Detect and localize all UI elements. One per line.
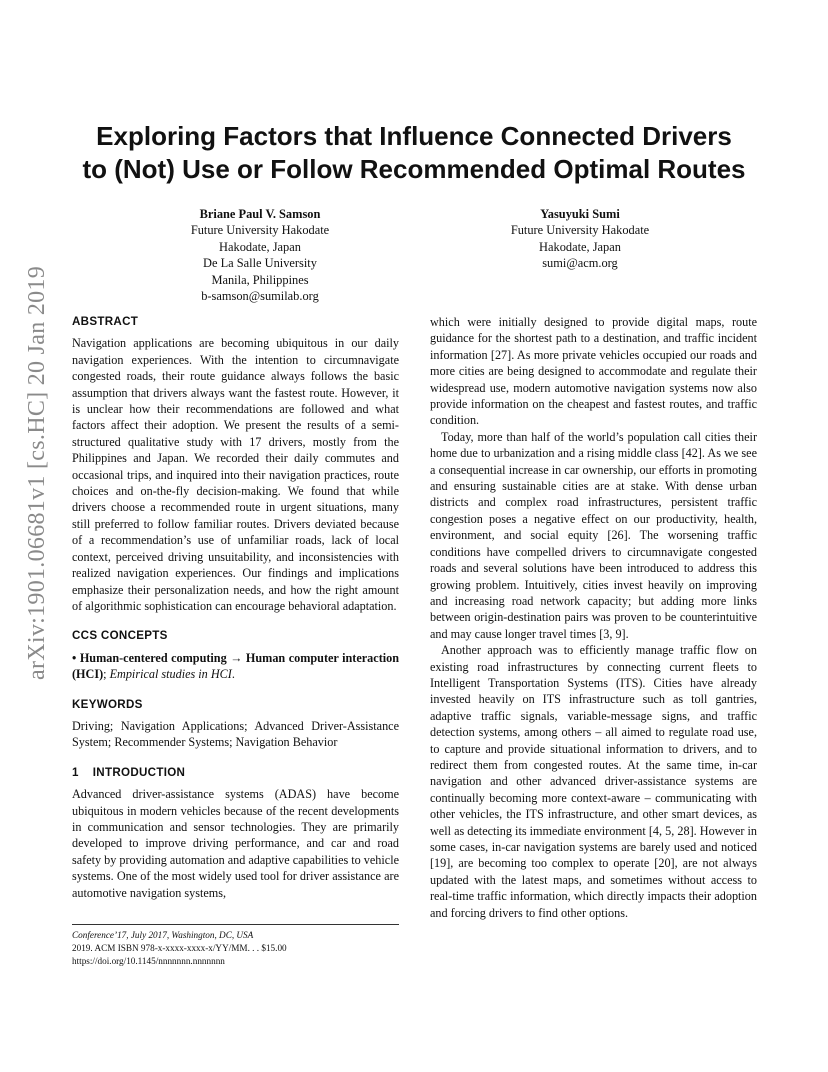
author-block-1 bbox=[140, 206, 380, 304]
paper-title bbox=[60, 120, 768, 186]
ccs-bold-part: Human-centered computing → Human computer interaction (HCI) bbox=[72, 650, 400, 682]
intro-heading bbox=[72, 765, 399, 781]
intro-paragraph-3: Another approach was to efficiently manage traffic flow on existing road infrastructures by connecting current fleets to Intelligent Transportation Systems (ITS). Cities have already invested heavily on ITS infrastructure such as toll gantries, adaptive traffic signals, variable-message signs, and traffic detection systems, among others – all aimed to regulate road use, to capture and provide situational information to drivers, and to redirect them from congested routes. At the same time, in-car navigation and other advanced driver-assistance systems are continually becoming more context-aware – communicating with other vehicles, the ITS infrastructure, and other smart devices, as well as detecting its immediate environment [4, 5, 28]. However in some cases, in-car navigation systems are barely used and noticed [19], are becoming too complex to operate [20], are not always updated with the latest maps, and sometimes without access to real-time traffic information, which directly impacts their adoption and forcing drivers to find other options. bbox=[430, 643, 757, 920]
section-number: 1 bbox=[72, 765, 79, 779]
author-affiliation: Future University Hakodate bbox=[190, 223, 330, 238]
ccs-italic-part: Empirical studies in HCI bbox=[109, 667, 232, 682]
author-email: b-samson@sumilab.org bbox=[201, 289, 319, 304]
abstract-heading: ABSTRACT bbox=[72, 315, 139, 328]
right-column bbox=[430, 314, 757, 921]
author-location: Hakodate, Japan bbox=[219, 239, 301, 254]
left-column bbox=[72, 314, 399, 901]
author-affiliation: De La Salle University bbox=[203, 256, 317, 271]
author-name: Briane Paul V. Samson bbox=[199, 207, 321, 221]
ccs-separator: ; bbox=[103, 667, 110, 682]
ccs-concepts-text bbox=[72, 650, 399, 683]
intro-paragraph-1: Advanced driver-assistance systems (ADAS) have become ubiquitous in modern vehicles because of the recent developments in communication and sensor technologies. They are primarily developed to improve driving performance, and car and road safety by providing automation and adaptive capabilities to vehicle systems. One of the most widely used tool for driver assistance are automotive navigation systems, bbox=[72, 787, 399, 900]
footnote-isbn: 2019. ACM ISBN 978-x-xxxx-xxxx-x/YY/MM. . . $15.00 bbox=[72, 943, 287, 953]
arxiv-stamp-text: arXiv:1901.06681v1 [cs.HC] 20 Jan 2019 bbox=[24, 265, 50, 680]
author-name: Yasuyuki Sumi bbox=[540, 207, 620, 221]
arxiv-stamp bbox=[14, 265, 58, 680]
author-affiliation: Future University Hakodate bbox=[510, 223, 650, 238]
section-title: INTRODUCTION bbox=[92, 765, 186, 779]
abstract-text: Navigation applications are becoming ubiquitous in our daily navigation experiences. With the intention to circumnavigate congested roads, their route guidance always follows the basic assumption that drivers always want the fastest route. However, it is unclear how their recommendations are followed and what factors affect their adoption. We present the results of a semi-structured qualitative study with 17 drivers, mostly from the Philippines and Japan. We recorded their daily commutes and occasional trips, and inquired into their navigation practices, route choices and on-the-fly decision-making. We found that while drivers choose a recommended route in urgent situations, many still preferred to follow familiar routes. Drivers deviated because of a recommendation’s use of unfamiliar roads, lack of local context, perceived driving unsuitability, and inconsistencies with realized navigation experiences. Our findings and implications emphasize their personalization needs, and how the right amount of algorithmic sophistication can encourage behavioral adaptation. bbox=[72, 336, 399, 613]
author-location: Hakodate, Japan bbox=[539, 239, 621, 254]
footnote bbox=[72, 924, 399, 968]
ccs-bullet: • bbox=[72, 650, 77, 665]
intro-paragraph-2: Today, more than half of the world’s population call cities their home due to urbanization and a rising middle class [42]. As we see a consequential increase in car ownership, our efforts in promoting and ensuring sustainable cities are at stake. With dense urban districts and complex road infrastructures, persistent traffic congestion poses a negative effect on our productivity, health, environment, and social equity [26]. The worsening traffic conditions have compelled drivers to circumnavigate congested roads and several solutions have been introduced to address this growing problem. Intuitively, cities invest heavily on improving and increasing road network capacity; but adding more links between origin-destination pairs was proven to be counterintuitive and may cause longer travel times [3, 9]. bbox=[430, 429, 757, 641]
footnote-doi: https://doi.org/10.1145/nnnnnnn.nnnnnnn bbox=[72, 956, 225, 966]
ccs-heading: CCS CONCEPTS bbox=[72, 629, 168, 643]
author-block-2 bbox=[460, 206, 700, 272]
intro-paragraph-continued: which were initially designed to provide digital maps, route guidance for the shortest path to a destination, and traffic incident information [27]. As more private vehicles occupied our roads and more cities are being designed to accommodate and regulate their widespread use, modern automotive navigation systems now also provide information on the cheapest and fastest routes, and traffic condition. bbox=[430, 315, 757, 428]
author-email: sumi@acm.org bbox=[542, 256, 618, 271]
title-line-2: to (Not) Use or Follow Recommended Optimal Routes bbox=[82, 154, 746, 184]
ccs-end: . bbox=[231, 667, 235, 682]
author-location: Manila, Philippines bbox=[211, 272, 309, 287]
title-line-1: Exploring Factors that Influence Connected Drivers bbox=[96, 121, 732, 151]
footnote-conference: Conference’17, July 2017, Washington, DC, USA bbox=[72, 930, 254, 940]
keywords-heading: KEYWORDS bbox=[72, 697, 143, 711]
keywords-text: Driving; Navigation Applications; Advanced Driver-Assistance System; Recommender Systems; Navigation Behavior bbox=[72, 718, 399, 750]
